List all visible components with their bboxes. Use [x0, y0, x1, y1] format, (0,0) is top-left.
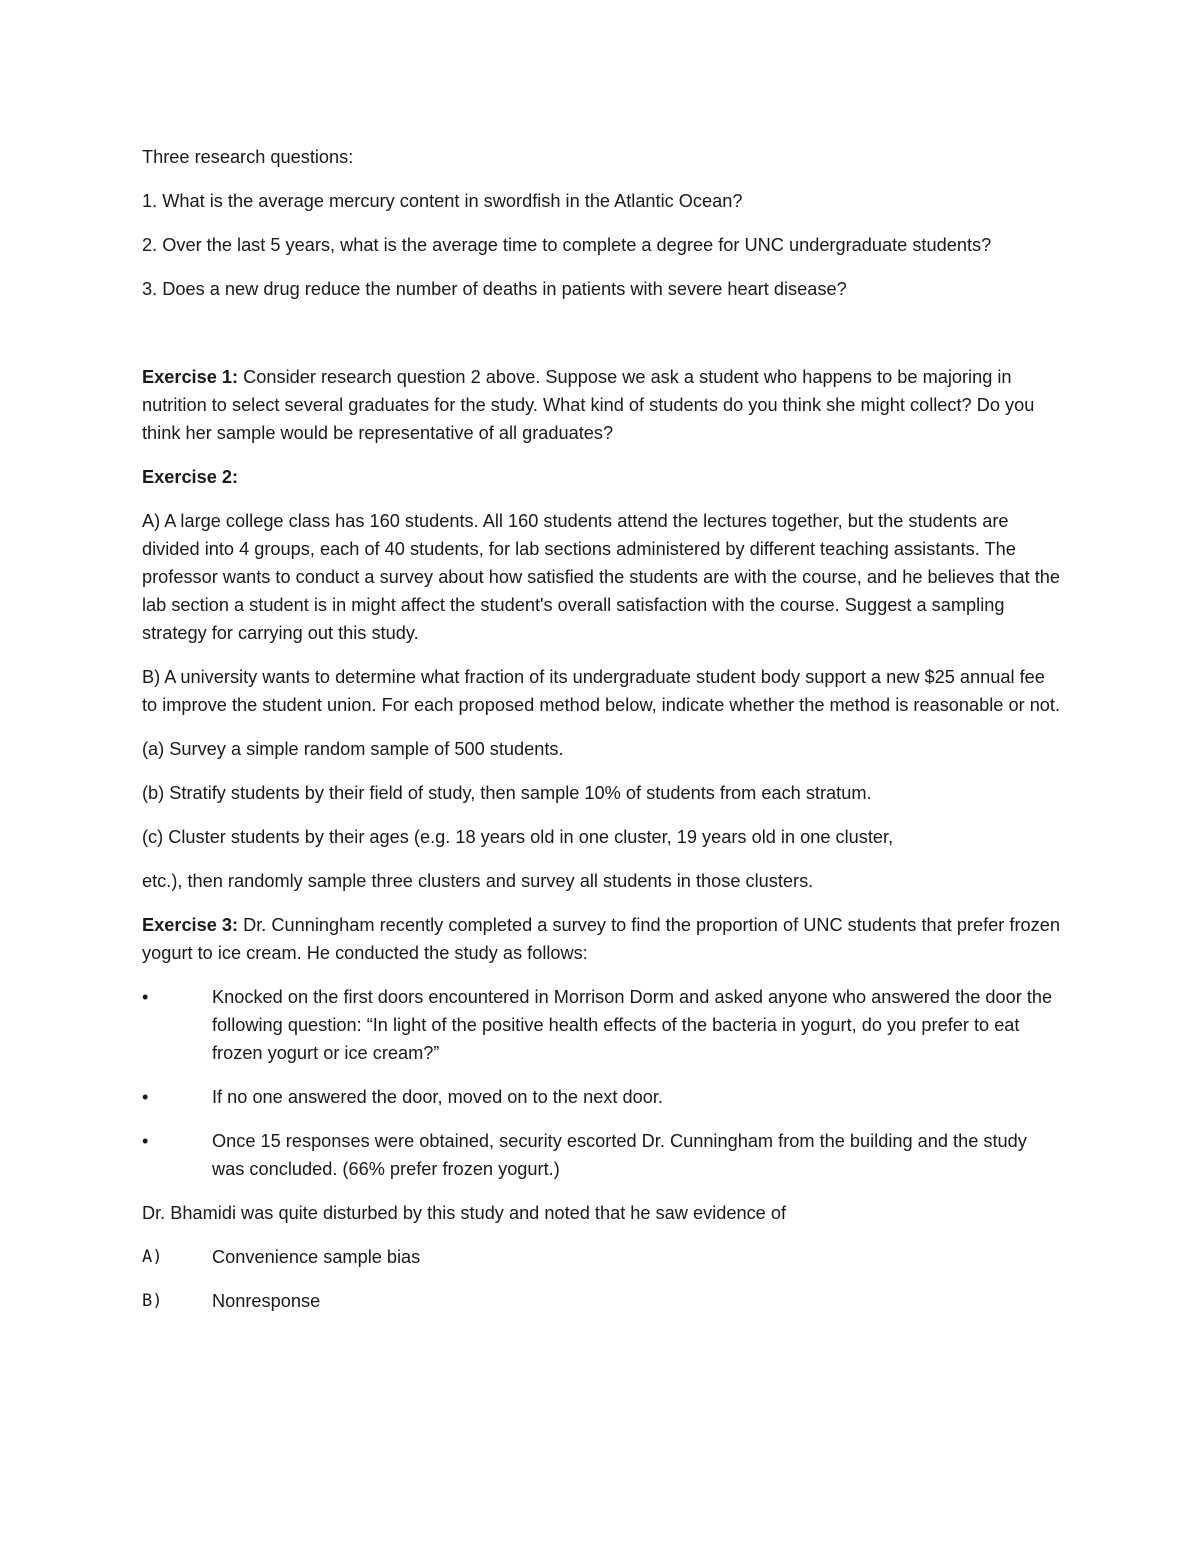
- exercise-2-label: Exercise 2:: [142, 467, 239, 487]
- exercise-2-option-a: (a) Survey a simple random sample of 500 students.: [142, 739, 564, 759]
- bullet-text: Once 15 responses were obtained, security escorted Dr. Cunningham from the building and the study was concluded. (66% prefer frozen yogurt.): [212, 1131, 1027, 1179]
- exercise-3-paragraph: [142, 911, 1062, 967]
- exercise-3-text: Dr. Cunningham recently completed a survey to find the proportion of UNC students that prefer frozen yogurt to ice cream. He conducted the study as follows:: [142, 915, 1060, 963]
- exercise-3-bullet-3: [142, 1127, 1062, 1183]
- exercise-2-option-c-continued: etc.), then randomly sample three clusters and survey all students in those clusters.: [142, 871, 814, 891]
- document-content: [142, 143, 1062, 1331]
- answer-letter: B): [142, 1291, 163, 1311]
- exercise-3-bullet-1: [142, 983, 1062, 1067]
- answer-text: Convenience sample bias: [212, 1247, 421, 1267]
- exercise-1-paragraph: [142, 363, 1062, 447]
- exercise-2-part-b: B) A university wants to determine what fraction of its undergraduate student body support a new $25 annual fee to improve the student union. For each proposed method below, indicate whether the method is reasonable or not.: [142, 667, 1061, 715]
- bullet-text: Knocked on the first doors encountered in Morrison Dorm and asked anyone who answered the door the following question: “In light of the positive health effects of the bacteria in yogurt, do you prefer to eat frozen yogurt or ice cream?”: [212, 987, 1053, 1063]
- exercise-3-followup: Dr. Bhamidi was quite disturbed by this study and noted that he saw evidence of: [142, 1203, 787, 1223]
- exercise-2-option-b: (b) Stratify students by their field of study, then sample 10% of students from each stratum.: [142, 783, 872, 803]
- bullet-text: If no one answered the door, moved on to the next door.: [212, 1087, 663, 1107]
- exercise-2-part-a: A) A large college class has 160 students. All 160 students attend the lectures together, but the students are divided into 4 groups, each of 40 students, for lab sections administered by different teaching assistants. The professor wants to conduct a survey about how satisfied the students are with the course, and he believes that the lab section a student is in might affect the student's overall satisfaction with the course. Suggest a sampling strategy for carrying out this study.: [142, 511, 1060, 643]
- research-question-1: 1. What is the average mercury content in swordfish in the Atlantic Ocean?: [142, 191, 743, 211]
- research-question-2: 2. Over the last 5 years, what is the average time to complete a degree for UNC undergraduate students?: [142, 235, 992, 255]
- answer-letter: A): [142, 1247, 163, 1267]
- exercise-1-label: Exercise 1:: [142, 367, 239, 387]
- answer-option-b: [142, 1287, 1062, 1315]
- exercise-1-text: Consider research question 2 above. Suppose we ask a student who happens to be majoring in nutrition to select several graduates for the study. What kind of students do you think she might collect? Do you think her sample would be representative of all graduates?: [142, 367, 1035, 443]
- answer-text: Nonresponse: [212, 1291, 321, 1311]
- intro-heading: Three research questions:: [142, 147, 354, 167]
- exercise-3-label: Exercise 3:: [142, 915, 239, 935]
- answer-option-a: [142, 1243, 1062, 1271]
- bullet-icon: •: [142, 987, 149, 1007]
- exercise-2-option-c: (c) Cluster students by their ages (e.g. 18 years old in one cluster, 19 years old in one cluster,: [142, 827, 894, 847]
- bullet-icon: •: [142, 1131, 149, 1151]
- bullet-icon: •: [142, 1087, 149, 1107]
- exercise-3-bullet-2: [142, 1083, 1062, 1111]
- research-question-3: 3. Does a new drug reduce the number of deaths in patients with severe heart disease?: [142, 279, 847, 299]
